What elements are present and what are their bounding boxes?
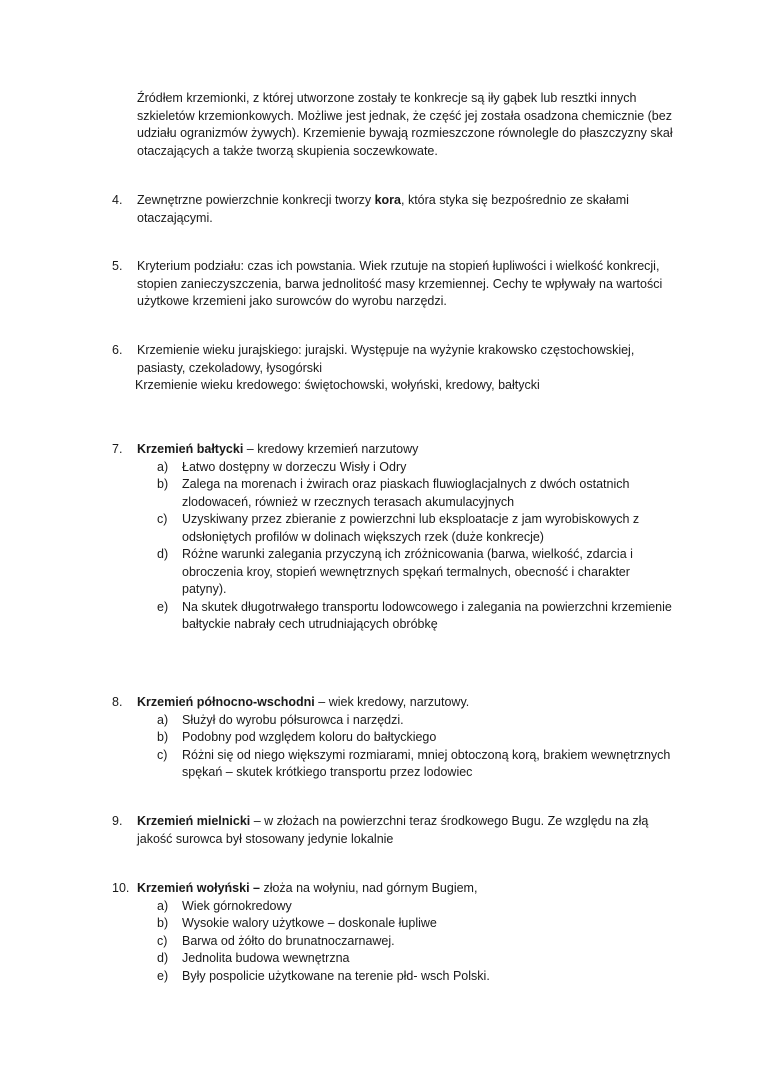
item-number: 4. xyxy=(112,193,123,207)
list-item-6 xyxy=(112,342,677,395)
sub-item: c) Różni się od niego większymi rozmiarami, mniej obtoczoną korą, brakiem wewnętrznych spękań – skutek krótkiego transportu przez lodowiec xyxy=(157,747,671,779)
sub-item: d) Jednolita budowa wewnętrzna xyxy=(157,951,350,965)
item-bold-term: Krzemień wołyński – xyxy=(137,881,260,895)
item-text: Zewnętrzne powierzchnie konkrecji tworzy xyxy=(137,193,375,207)
item-number: 10. xyxy=(112,881,130,895)
item-bold-term: Krzemień północno-wschodni xyxy=(137,695,315,709)
item-text: złoża na wołyniu, nad górnym Bugiem, xyxy=(259,881,478,895)
list-item-4 xyxy=(112,192,677,227)
item-number: 5. xyxy=(112,259,123,273)
sub-item: a) Służył do wyrobu półsurowca i narzędzi. xyxy=(157,712,404,727)
item-text: – kredowy krzemień narzutowy xyxy=(243,442,419,456)
sub-item: b) Zalega na morenach i żwirach oraz piaskach fluwioglacjalnych z dwóch ostatnich zlodowaceń, również w rzecznych terasach akumulacyjnych xyxy=(157,477,630,509)
sub-item: b) Podobny pod względem koloru do bałtyckiego xyxy=(157,730,437,744)
sub-item: e) Były pospolicie użytkowane na terenie płd- wsch Polski. xyxy=(157,968,490,983)
item-bold-term: kora xyxy=(374,193,401,207)
sub-item: b) Wysokie walory użytkowe – doskonale łupliwe xyxy=(157,916,437,930)
item-text: – w złożach na powierzchni teraz środkowego Bugu. Ze względu na złą jakość surowca był stosowany jedynie lokalnie xyxy=(137,814,649,846)
item-number: 6. xyxy=(112,343,123,357)
item-text-line2: Krzemienie wieku kredowego: świętochowski, wołyński, kredowy, bałtycki xyxy=(135,378,540,392)
list-item-10 xyxy=(112,880,677,985)
intro-paragraph: Źródłem krzemionki, z której utworzone zostały te konkrecje są iły gąbek lub resztki innych szkieletów krzemionkowych. Możliwe jest jednak, że część jej została osadzona chemicznie (bez udziału ogranizmów żywych). Krzemienie bywają rozmieszczone równolegle do płaszczyzny skał otaczających a także tworzą skupienia soczewkowate. xyxy=(137,91,673,158)
item-text: – wiek kredowy, narzutowy. xyxy=(314,695,470,709)
sub-item: d) Różne warunki zalegania przyczyną ich zróżnicowania (barwa, wielkość, zdarcia i obroczenia kroy, stopień wewnętrznych spękań termalnych, obecność i charakter patyny). xyxy=(157,547,633,596)
item-number: 7. xyxy=(112,442,123,456)
list-item-8 xyxy=(112,694,677,782)
sub-item: c) Barwa od żółto do brunatnoczarnawej. xyxy=(157,933,395,948)
item-number: 8. xyxy=(112,695,123,709)
item-text: Kryterium podziału: czas ich powstania. Wiek rzutuje na stopień łupliwości i wielkość konkrecji, stopien zanieczyszczenia, barwa jednolitość masy krzemiennej. Cechy te wpływały na wartości użytkowe krzemieni jako surowców do wyrobu narzędzi. xyxy=(137,259,663,308)
list-item-5 xyxy=(112,258,677,311)
list-item-9 xyxy=(112,813,677,848)
item-text: , która styka się bezpośrednio ze skałami otaczającymi. xyxy=(137,193,629,225)
sub-item: a) Wiek górnokredowy xyxy=(157,898,292,913)
item-bold-term: Krzemień bałtycki xyxy=(137,442,244,456)
sub-item: a) Łatwo dostępny w dorzeczu Wisły i Odry xyxy=(157,459,407,474)
item-number: 9. xyxy=(112,814,123,828)
item-text: Krzemienie wieku jurajskiego: jurajski. Występuje na wyżynie krakowsko częstochowskiej, pasiasty, czekoladowy, łysogórski xyxy=(137,343,635,375)
list-item-7 xyxy=(112,441,677,634)
item-bold-term: Krzemień mielnicki xyxy=(137,814,251,828)
sub-item: e) Na skutek długotrwałego transportu lodowcowego i zalegania na powierzchni krzemienie bałtyckie nabrały cech utrudniających obróbkę xyxy=(157,599,672,631)
sub-item: c) Uzyskiwany przez zbieranie z powierzchni lub eksploatacje z jam wyrobiskowych z odsłoniętych profilów w dolinach większych rzek (duże konkrecje) xyxy=(157,512,640,544)
